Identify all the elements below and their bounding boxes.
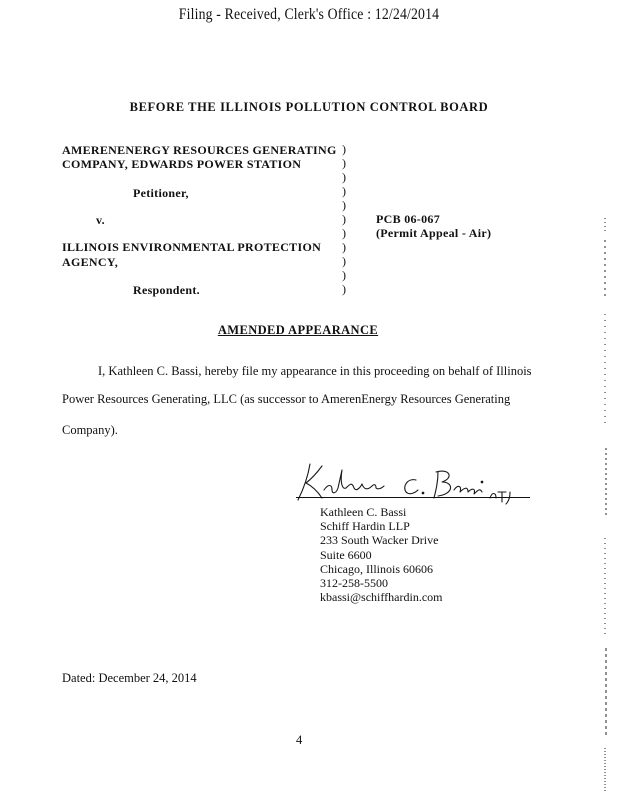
page-number: 4 (296, 733, 303, 747)
email-address: kbassi@schiffhardin.com (320, 590, 443, 605)
caption-paren: ) (342, 240, 346, 254)
respondent-name-line1: ILLINOIS ENVIRONMENTAL PROTECTION (62, 240, 322, 254)
case-number: PCB 06-067 (376, 212, 440, 226)
caption-paren: ) (342, 226, 346, 240)
petitioner-name-line2: COMPANY, EDWARDS POWER STATION (62, 157, 302, 171)
law-firm: Schiff Hardin LLP (320, 519, 410, 534)
caption-paren: ) (342, 156, 346, 170)
caption-paren: ) (342, 212, 346, 226)
respondent-label: Respondent. (133, 283, 200, 297)
scan-edge-mark (602, 218, 610, 793)
signature-line (296, 497, 530, 498)
body-line-3: Company). (62, 423, 118, 437)
caption-paren: ) (342, 282, 346, 296)
handwritten-signature (292, 458, 532, 508)
petitioner-label: Petitioner, (133, 186, 189, 200)
suite: Suite 6600 (320, 547, 372, 562)
attorney-name: Kathleen C. Bassi (320, 505, 407, 519)
versus-label: v. (96, 213, 105, 227)
caption-paren: ) (342, 268, 346, 282)
filing-stamp: Filing - Received, Clerk's Office : 12/24/2014 (178, 6, 440, 23)
respondent-name-line2: AGENCY, (62, 255, 119, 269)
dated-line: Dated: December 24, 2014 (62, 671, 197, 685)
body-line-1: I, Kathleen C. Bassi, hereby file my appearance in this proceeding on behalf of Illinois (98, 364, 532, 378)
caption-paren: ) (342, 254, 346, 268)
city-state-zip: Chicago, Illinois 60606 (320, 561, 433, 576)
case-type: (Permit Appeal - Air) (376, 226, 492, 240)
caption-paren: ) (342, 198, 346, 212)
caption-paren: ) (342, 142, 346, 156)
petitioner-name-line1: AMERENENERGY RESOURCES GENERATING (62, 143, 337, 157)
document-title: AMENDED APPEARANCE (217, 323, 379, 337)
body-line-2: Power Resources Generating, LLC (as successor to AmerenEnergy Resources Generating (62, 392, 511, 406)
phone-number: 312-258-5500 (320, 576, 388, 591)
caption-paren: ) (342, 170, 346, 184)
caption-paren: ) (342, 184, 346, 198)
street-address: 233 South Wacker Drive (320, 533, 439, 548)
court-title: BEFORE THE ILLINOIS POLLUTION CONTROL BOARD (129, 100, 489, 114)
signature-block (320, 505, 442, 604)
